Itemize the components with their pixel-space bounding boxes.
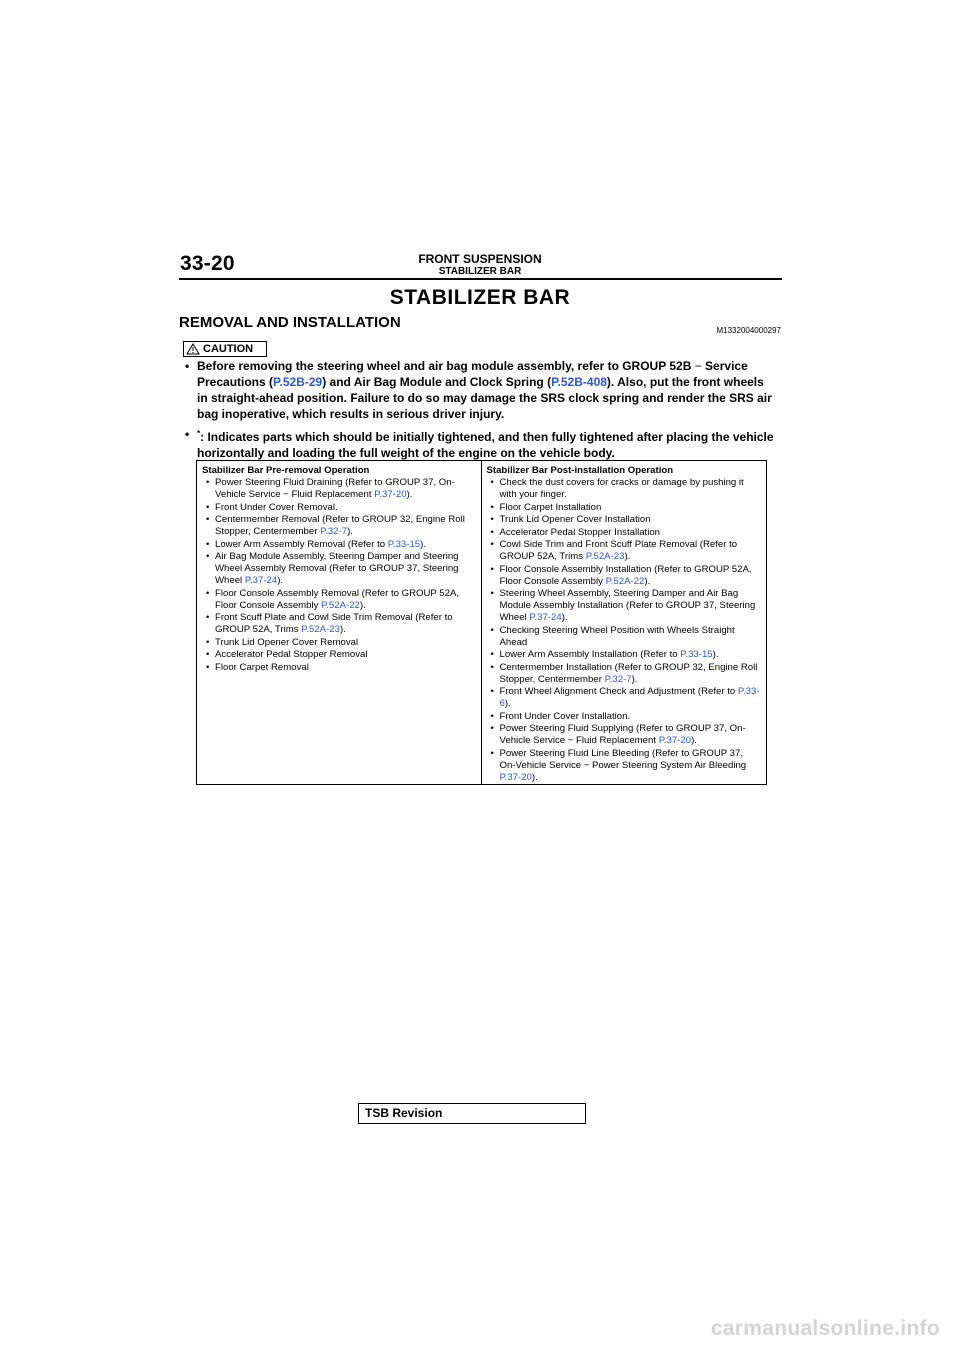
operation-item <box>202 637 475 649</box>
tsb-revision-box: TSB Revision <box>358 1103 586 1124</box>
operation-text: Air Bag Module Assembly, Steering Damper and Steering Wheel Assembly Removal (Refer to GROUP 37, Steering Wheel <box>215 551 459 586</box>
warning-triangle-icon <box>186 343 200 355</box>
operation-item <box>487 588 761 624</box>
operation-text-tail: ). <box>624 551 631 562</box>
operation-item <box>202 662 475 674</box>
operation-text: Floor Console Assembly Installation (Refer to GROUP 52A, Floor Console Assembly <box>499 563 752 587</box>
reference-link[interactable]: P.37-20 <box>499 771 532 783</box>
operation-text-tail: ). <box>347 526 353 537</box>
operation-item <box>487 649 761 661</box>
reference-link[interactable]: P.52B-29 <box>273 375 323 389</box>
asterisk-mark: * <box>197 429 201 438</box>
operation-text: Centermember Installation (Refer to GROUP 32, Engine Roll Stopper, Centermember <box>499 661 758 685</box>
operation-text: Checking Steering Wheel Position with Wheels Straight Ahead <box>499 624 735 648</box>
operations-table <box>196 460 767 785</box>
operation-item <box>487 502 761 514</box>
operation-text: Front Scuff Plate and Cowl Side Trim Removal (Refer to GROUP 52A, Trims <box>215 612 453 635</box>
page-number: 33-20 <box>180 252 235 275</box>
reference-link[interactable]: P.52A-22 <box>605 575 645 587</box>
post-installation-heading: Stabilizer Bar Post-installation Operation <box>486 465 674 476</box>
section-subtitle: STABILIZER BAR <box>438 266 522 277</box>
pre-removal-heading: Stabilizer Bar Pre-removal Operation <box>202 465 370 476</box>
caution-text: ). Also, put the front wheels in straight-ahead position. Failure to do so may damage the SRS clock spring and render the SRS air bag inoperative, which results in serious driver injury. <box>197 375 772 421</box>
operation-text: Check the dust covers for cracks or damage by pushing it with your finger. <box>499 477 744 500</box>
operation-text: Floor Carpet Removal <box>215 661 309 673</box>
pre-removal-column <box>197 461 482 784</box>
operation-text-tail: ). <box>420 538 426 550</box>
operation-item <box>202 477 475 501</box>
operation-text-tail: ). <box>277 575 284 586</box>
operation-item <box>487 662 761 686</box>
operation-text-tail: ). <box>561 612 568 623</box>
reference-link[interactable]: P.33-15 <box>387 538 421 550</box>
operation-item <box>202 551 475 587</box>
operation-text: Trunk Lid Opener Cover Removal <box>215 636 359 648</box>
header-divider <box>179 278 782 280</box>
caution-text: : Indicates parts which should be initially tightened, and then fully tightened after placing the vehicle horizontally and loading the full weight of the engine on the vehicle body. <box>197 430 774 460</box>
operation-text-tail: ). <box>504 698 511 709</box>
operation-item <box>202 612 475 636</box>
operation-item <box>487 625 761 649</box>
pre-removal-list <box>202 477 475 674</box>
reference-link[interactable]: P.52B-408 <box>551 375 607 389</box>
operation-text: Centermember Removal (Refer to GROUP 32, Engine Roll Stopper, Centermember <box>215 514 465 537</box>
document-code: M1332004000297 <box>716 326 781 335</box>
operation-text: Floor Carpet Installation <box>499 501 602 513</box>
reference-link[interactable]: P.33-15 <box>680 649 713 660</box>
operation-item <box>202 514 475 538</box>
operation-item <box>487 711 761 723</box>
reference-link[interactable]: P.37-24 <box>529 612 562 623</box>
operation-text: Power Steering Fluid Draining (Refer to GROUP 37, On-Vehicle Service − Fluid Replacement <box>215 477 455 500</box>
reference-link[interactable]: P.32-7 <box>320 526 348 537</box>
caution-item <box>183 358 777 422</box>
operation-item <box>487 514 761 526</box>
page-title: STABILIZER BAR <box>389 286 571 309</box>
operation-text-tail: ). <box>406 489 413 500</box>
caution-label: CAUTION <box>203 343 254 355</box>
operation-text-tail: ). <box>644 575 651 587</box>
operation-text: Accelerator Pedal Stopper Removal <box>215 649 368 660</box>
operation-item <box>487 723 761 747</box>
operation-text-tail: ). <box>691 735 697 746</box>
caution-item <box>183 426 777 461</box>
operation-item <box>202 539 475 551</box>
reference-link[interactable]: P.33-6 <box>499 686 760 709</box>
operation-item <box>487 477 761 501</box>
operation-text: Floor Console Assembly Removal (Refer to GROUP 52A, Floor Console Assembly <box>215 587 460 611</box>
operation-text: Trunk Lid Opener Cover Installation <box>499 514 651 525</box>
operation-text: Power Steering Fluid Line Bleeding (Refer to GROUP 37, On-Vehicle Service − Power Steering System Air Bleeding <box>499 747 747 771</box>
operation-text-tail: ). <box>712 649 719 660</box>
procedure-title: REMOVAL AND INSTALLATION <box>179 314 401 331</box>
reference-link[interactable]: P.52A-23 <box>585 551 625 562</box>
operation-text: Accelerator Pedal Stopper Installation <box>499 526 661 538</box>
operation-text: Power Steering Fluid Supplying (Refer to GROUP 37, On-Vehicle Service − Fluid Replacement <box>499 723 746 746</box>
operation-item <box>487 686 761 710</box>
caution-text: Before removing the steering wheel and air bag module assembly, refer to GROUP 52B <box>197 359 695 373</box>
operation-text-tail: ). <box>339 624 346 635</box>
post-installation-column <box>482 461 767 784</box>
reference-link[interactable]: P.37-20 <box>374 489 407 500</box>
operation-item <box>487 748 761 784</box>
post-installation-list <box>487 477 761 784</box>
operation-text: Front Under Cover Removal. <box>215 501 338 513</box>
watermark: carmanualsonline.info <box>710 1317 940 1340</box>
reference-link[interactable]: P.32-7 <box>604 673 632 685</box>
reference-link[interactable]: P.37-24 <box>244 575 278 586</box>
operation-item <box>487 539 761 563</box>
operation-item <box>487 527 761 539</box>
operation-text: Steering Wheel Assembly, Steering Damper and Air Bag Module Assembly Installation (Refer to GROUP 37, Steering Wheel <box>499 588 756 623</box>
operation-text: Front Wheel Alignment Check and Adjustment (Refer to <box>499 686 738 697</box>
operation-text-tail: ). <box>359 599 366 611</box>
operation-text: Front Under Cover Installation. <box>499 710 631 722</box>
caution-box <box>183 341 267 357</box>
section-title: FRONT SUSPENSION <box>418 252 542 266</box>
caution-dash: − <box>694 359 702 373</box>
operation-item <box>202 649 475 661</box>
caution-list <box>183 358 777 465</box>
caution-text: Service Precautions ( <box>197 359 748 389</box>
operation-item <box>202 502 475 514</box>
operation-text: Cowl Side Trim and Front Scuff Plate Removal (Refer to GROUP 52A, Trims <box>499 539 738 562</box>
operation-text: Lower Arm Assembly Removal (Refer to <box>215 538 388 550</box>
reference-link[interactable]: P.37-20 <box>658 735 692 746</box>
reference-link[interactable]: P.52A-23 <box>301 624 340 635</box>
operation-text-tail: ). <box>631 673 638 685</box>
caution-text: ) and Air Bag Module and Clock Spring ( <box>322 375 552 389</box>
operation-item <box>487 564 761 588</box>
operation-text: Lower Arm Assembly Installation (Refer to <box>499 649 681 660</box>
operation-text-tail: ). <box>531 771 538 783</box>
reference-link[interactable]: P.52A-22 <box>321 599 360 611</box>
operation-item <box>202 588 475 612</box>
